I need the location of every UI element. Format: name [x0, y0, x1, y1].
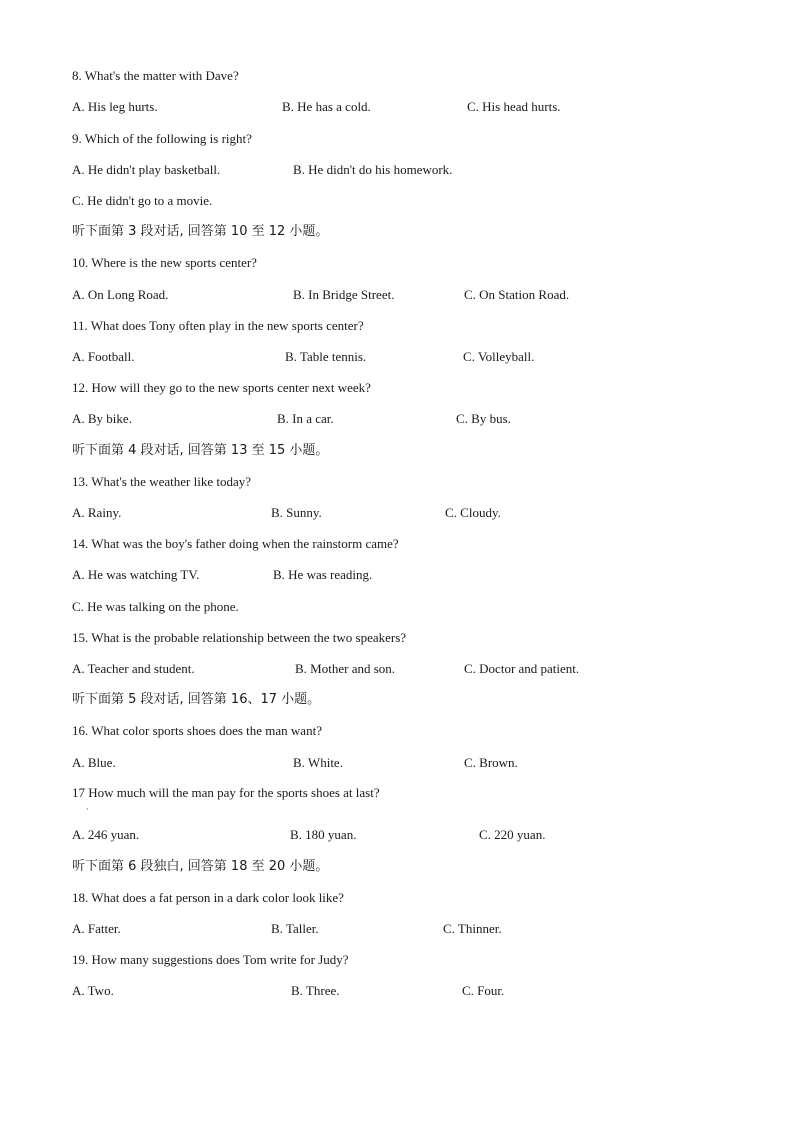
q18-option-c: C. Thinner.: [443, 921, 502, 936]
q18-option-a: A. Fatter.: [72, 921, 121, 936]
section-heading-5: 听下面第 5 段对话, 回答第 16、17 小题。: [72, 692, 321, 707]
q13-option-b: B. Sunny.: [271, 505, 322, 520]
q16-option-a: A. Blue.: [72, 755, 116, 770]
q12-option-b: B. In a car.: [277, 411, 334, 426]
q13-option-c: C. Cloudy.: [445, 505, 501, 520]
question-19: 19. How many suggestions does Tom write for Judy?: [72, 952, 349, 967]
q15-option-c: C. Doctor and patient.: [464, 661, 580, 676]
question-10: 10. Where is the new sports center?: [72, 255, 257, 270]
q17-option-a: A. 246 yuan.: [72, 827, 140, 842]
q11-option-a: A. Football.: [72, 349, 135, 364]
q8-option-a: A. His leg hurts.: [72, 99, 158, 114]
section-heading-4: 听下面第 4 段对话, 回答第 13 至 15 小题。: [72, 443, 329, 458]
question-18: 18. What does a fat person in a dark color look like?: [72, 890, 344, 905]
q10-option-a: A. On Long Road.: [72, 287, 169, 302]
question-8: 8. What's the matter with Dave?: [72, 68, 239, 83]
q14-option-a: A. He was watching TV.: [72, 567, 200, 582]
q10-option-b: B. In Bridge Street.: [293, 287, 395, 302]
question-14: 14. What was the boy's father doing when the rainstorm came?: [72, 536, 399, 551]
q14-option-b: B. He was reading.: [273, 567, 373, 582]
q15-option-a: A. Teacher and student.: [72, 661, 195, 676]
q19-option-a: A. Two.: [72, 983, 114, 998]
q19-option-b: B. Three.: [291, 983, 340, 998]
q13-option-a: A. Rainy.: [72, 505, 122, 520]
question-16: 16. What color sports shoes does the man want?: [72, 723, 322, 738]
q12-option-c: C. By bus.: [456, 411, 511, 426]
question-15: 15. What is the probable relationship between the two speakers?: [72, 630, 407, 645]
q10-option-c: C. On Station Road.: [464, 287, 570, 302]
section-heading-3: 听下面第 3 段对话, 回答第 10 至 12 小题。: [72, 224, 329, 239]
q19-option-c: C. Four.: [462, 983, 505, 998]
question-13: 13. What's the weather like today?: [72, 474, 251, 489]
q17-option-c: C. 220 yuan.: [479, 827, 546, 842]
question-9: 9. Which of the following is right?: [72, 131, 252, 146]
q18-option-b: B. Taller.: [271, 921, 319, 936]
q12-option-a: A. By bike.: [72, 411, 132, 426]
q16-option-c: C. Brown.: [464, 755, 518, 770]
q9-option-b: B. He didn't do his homework.: [293, 162, 453, 177]
q9-option-c: C. He didn't go to a movie.: [72, 193, 213, 208]
q16-option-b: B. White.: [293, 755, 343, 770]
q14-option-c: C. He was talking on the phone.: [72, 599, 239, 614]
q17-option-b: B. 180 yuan.: [290, 827, 357, 842]
q8-option-b: B. He has a cold.: [282, 99, 371, 114]
q11-option-b: B. Table tennis.: [285, 349, 367, 364]
question-17: 17 How much will the man pay for the sports shoes at last?: [72, 785, 380, 800]
q8-option-c: C. His head hurts.: [467, 99, 561, 114]
q9-option-a: A. He didn't play basketball.: [72, 162, 221, 177]
q11-option-c: C. Volleyball.: [463, 349, 535, 364]
section-heading-6: 听下面第 6 段独白, 回答第 18 至 20 小题。: [72, 859, 329, 874]
question-12: 12. How will they go to the new sports center next week?: [72, 380, 371, 395]
q15-option-b: B. Mother and son.: [295, 661, 396, 676]
question-11: 11. What does Tony often play in the new sports center?: [72, 318, 364, 333]
stray-dot-mark: ·: [86, 805, 89, 814]
